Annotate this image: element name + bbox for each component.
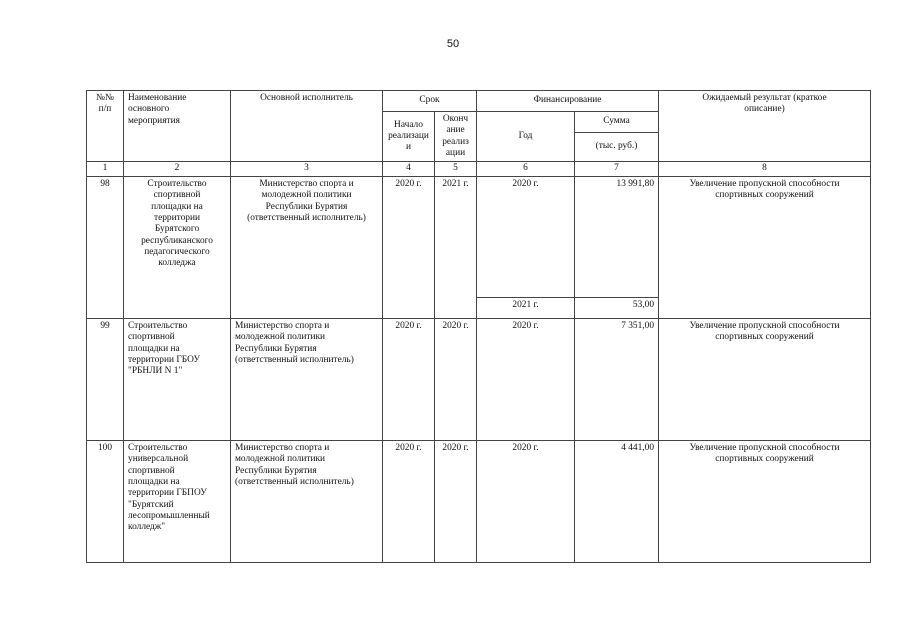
expected-result: Увеличение пропускной способности спортивных сооружений <box>659 177 871 319</box>
header-term-end: Оконч ание реализ ации <box>435 112 477 162</box>
term-end: 2020 г. <box>435 441 477 563</box>
financing-year: 2021 г. <box>477 298 575 319</box>
column-number: 2 <box>124 162 231 177</box>
column-number: 5 <box>435 162 477 177</box>
header-year: Год <box>477 112 575 162</box>
expected-result: Увеличение пропускной способности спортивных сооружений <box>659 441 871 563</box>
header-result: Ожидаемый результат (краткое описание) <box>659 91 871 162</box>
header-term: Срок <box>383 91 477 112</box>
expected-result: Увеличение пропускной способности спортивных сооружений <box>659 319 871 441</box>
executor: Министерство спорта и молодежной политики Республики Бурятия (ответственный исполнитель) <box>231 177 383 319</box>
measure-name: Строительство универсальной спортивной площадки на территории ГБПОУ "Бурятский лесопромышленный колледж" <box>124 441 231 563</box>
term-end: 2021 г. <box>435 177 477 319</box>
column-number: 8 <box>659 162 871 177</box>
column-number: 7 <box>575 162 659 177</box>
executor: Министерство спорта и молодежной политики Республики Бурятия (ответственный исполнитель) <box>231 441 383 563</box>
row-number: 100 <box>87 441 124 563</box>
measure-name: Строительство спортивной площадки на территории Бурятского республиканского педагогического колледжа <box>124 177 231 319</box>
term-start: 2020 г. <box>383 177 435 319</box>
financing-year: 2020 г. <box>477 441 575 563</box>
row-number: 98 <box>87 177 124 319</box>
header-sum: Сумма <box>575 112 659 133</box>
term-start: 2020 г. <box>383 441 435 563</box>
table-row <box>87 177 871 298</box>
table-row <box>87 319 871 441</box>
executor: Министерство спорта и молодежной политики Республики Бурятия (ответственный исполнитель) <box>231 319 383 441</box>
financing-sum: 7 351,00 <box>575 319 659 441</box>
page-number: 50 <box>446 38 460 50</box>
column-number: 3 <box>231 162 383 177</box>
term-end: 2020 г. <box>435 319 477 441</box>
financing-sum: 4 441,00 <box>575 441 659 563</box>
measures-table <box>86 90 871 563</box>
column-number: 1 <box>87 162 124 177</box>
financing-sum: 13 991,80 <box>575 177 659 298</box>
header-row-1 <box>87 91 871 112</box>
header-financing: Финансирование <box>477 91 659 112</box>
header-name: Наименование основного мероприятия <box>124 91 231 162</box>
column-number: 6 <box>477 162 575 177</box>
measure-name: Строительство спортивной площадки на территории ГБОУ "РБНЛИ N 1" <box>124 319 231 441</box>
header-num: №№ п/п <box>87 91 124 162</box>
financing-sum: 53,00 <box>575 298 659 319</box>
financing-year: 2020 г. <box>477 319 575 441</box>
term-start: 2020 г. <box>383 319 435 441</box>
header-executor: Основной исполнитель <box>231 91 383 162</box>
header-sum-unit: (тыс. руб.) <box>575 133 659 162</box>
column-number: 4 <box>383 162 435 177</box>
column-numbers-row <box>87 162 871 177</box>
financing-year: 2020 г. <box>477 177 575 298</box>
header-term-start: Начало реализаци и <box>383 112 435 162</box>
table-row <box>87 441 871 563</box>
row-number: 99 <box>87 319 124 441</box>
